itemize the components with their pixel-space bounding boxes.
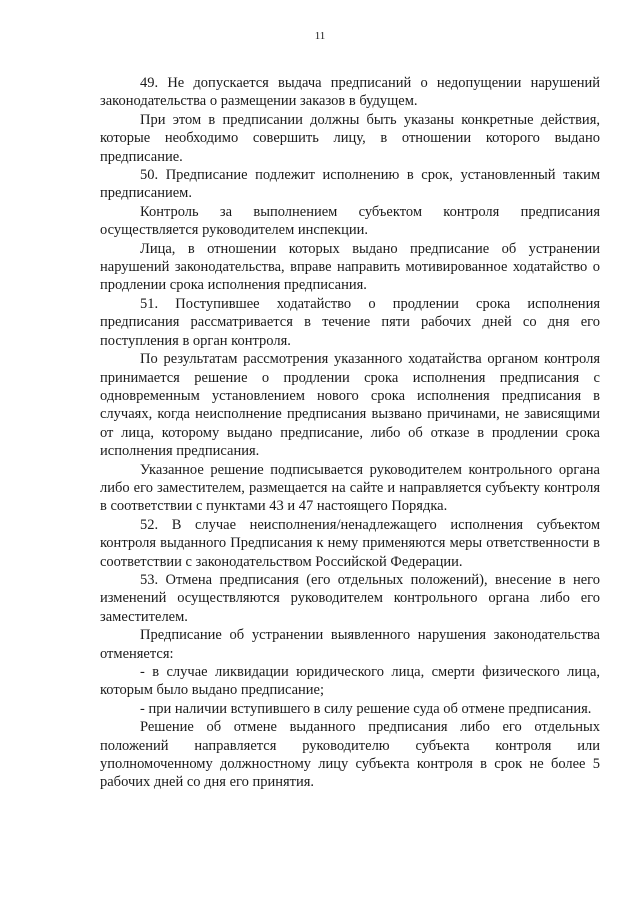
- paragraph-50: 50. Предписание подлежит исполнению в срок, установленный таким предписанием.: [100, 167, 600, 202]
- paragraph-control: Контроль за выполнением субъектом контроля предписания осуществляется руководителем инспекции.: [100, 203, 600, 239]
- paragraph-decision-signing: Указанное решение подписывается руководителем контрольного органа либо его заместителем, размещается на сайте и направляется субъекту контроля в соответствии с пунктами 43 и 47 настоящего Порядка.: [100, 461, 600, 515]
- paragraph-53: 53. Отмена предписания (его отдельных положений), внесение в него изменений осуществляются руководителем контрольного органа либо его заместителем.: [100, 571, 600, 625]
- list-item-liquidation: - в случае ликвидации юридического лица, смерти физического лица, которым было выдано предписание;: [100, 664, 600, 699]
- paragraph-49: 49. Не допускается выдача предписаний о недопущении нарушений законодательства о размещении заказов в будущем.: [100, 75, 600, 110]
- paragraph-52: 52. В случае неисполнения/ненадлежащего исполнения субъектом контроля выданного Предписания к нему применяются меры ответственности в соответствии с законодательством Российской Федерации.: [100, 516, 600, 570]
- paragraph-extension-request: Лица, в отношении которых выдано предписание об устранении нарушений законодательства, вправе направить мотивированное ходатайство о продлении срока исполнения предписания.: [100, 240, 600, 294]
- page-number: 11: [314, 30, 326, 42]
- document-body: [100, 74, 600, 792]
- paragraph-review-results: По результатам рассмотрения указанного ходатайства органом контроля принимается решение о продлении срока исполнения предписания с одновременным установлением нового срока исполнения предписания в случаях, когда неисполнение предписания вызвано причинами, не зависящими от лица, которому выдано предписание, либо об отказе в продлении срока исполнения предписания.: [100, 351, 600, 460]
- paragraph-51: 51. Поступившее ходатайство о продлении срока исполнения предписания рассматривается в течение пяти рабочих дней со дня его поступления в орган контроля.: [100, 295, 600, 349]
- paragraph-cancellation-notice: Решение об отмене выданного предписания либо его отдельных положений направляется руководителю субъекта контроля или уполномоченному должностному лицу субъекта контроля в срок не более 5 рабочих дней со дня его принятия.: [100, 719, 600, 791]
- list-item-court-decision: - при наличии вступившего в силу решение суда об отмене предписания.: [140, 700, 592, 717]
- paragraph-49-note: При этом в предписании должны быть указаны конкретные действия, которые необходимо совершить лицу, в отношении которого выдано предписание.: [100, 111, 600, 165]
- paragraph-cancellation-intro: Предписание об устранении выявленного нарушения законодательства отменяется:: [100, 627, 600, 662]
